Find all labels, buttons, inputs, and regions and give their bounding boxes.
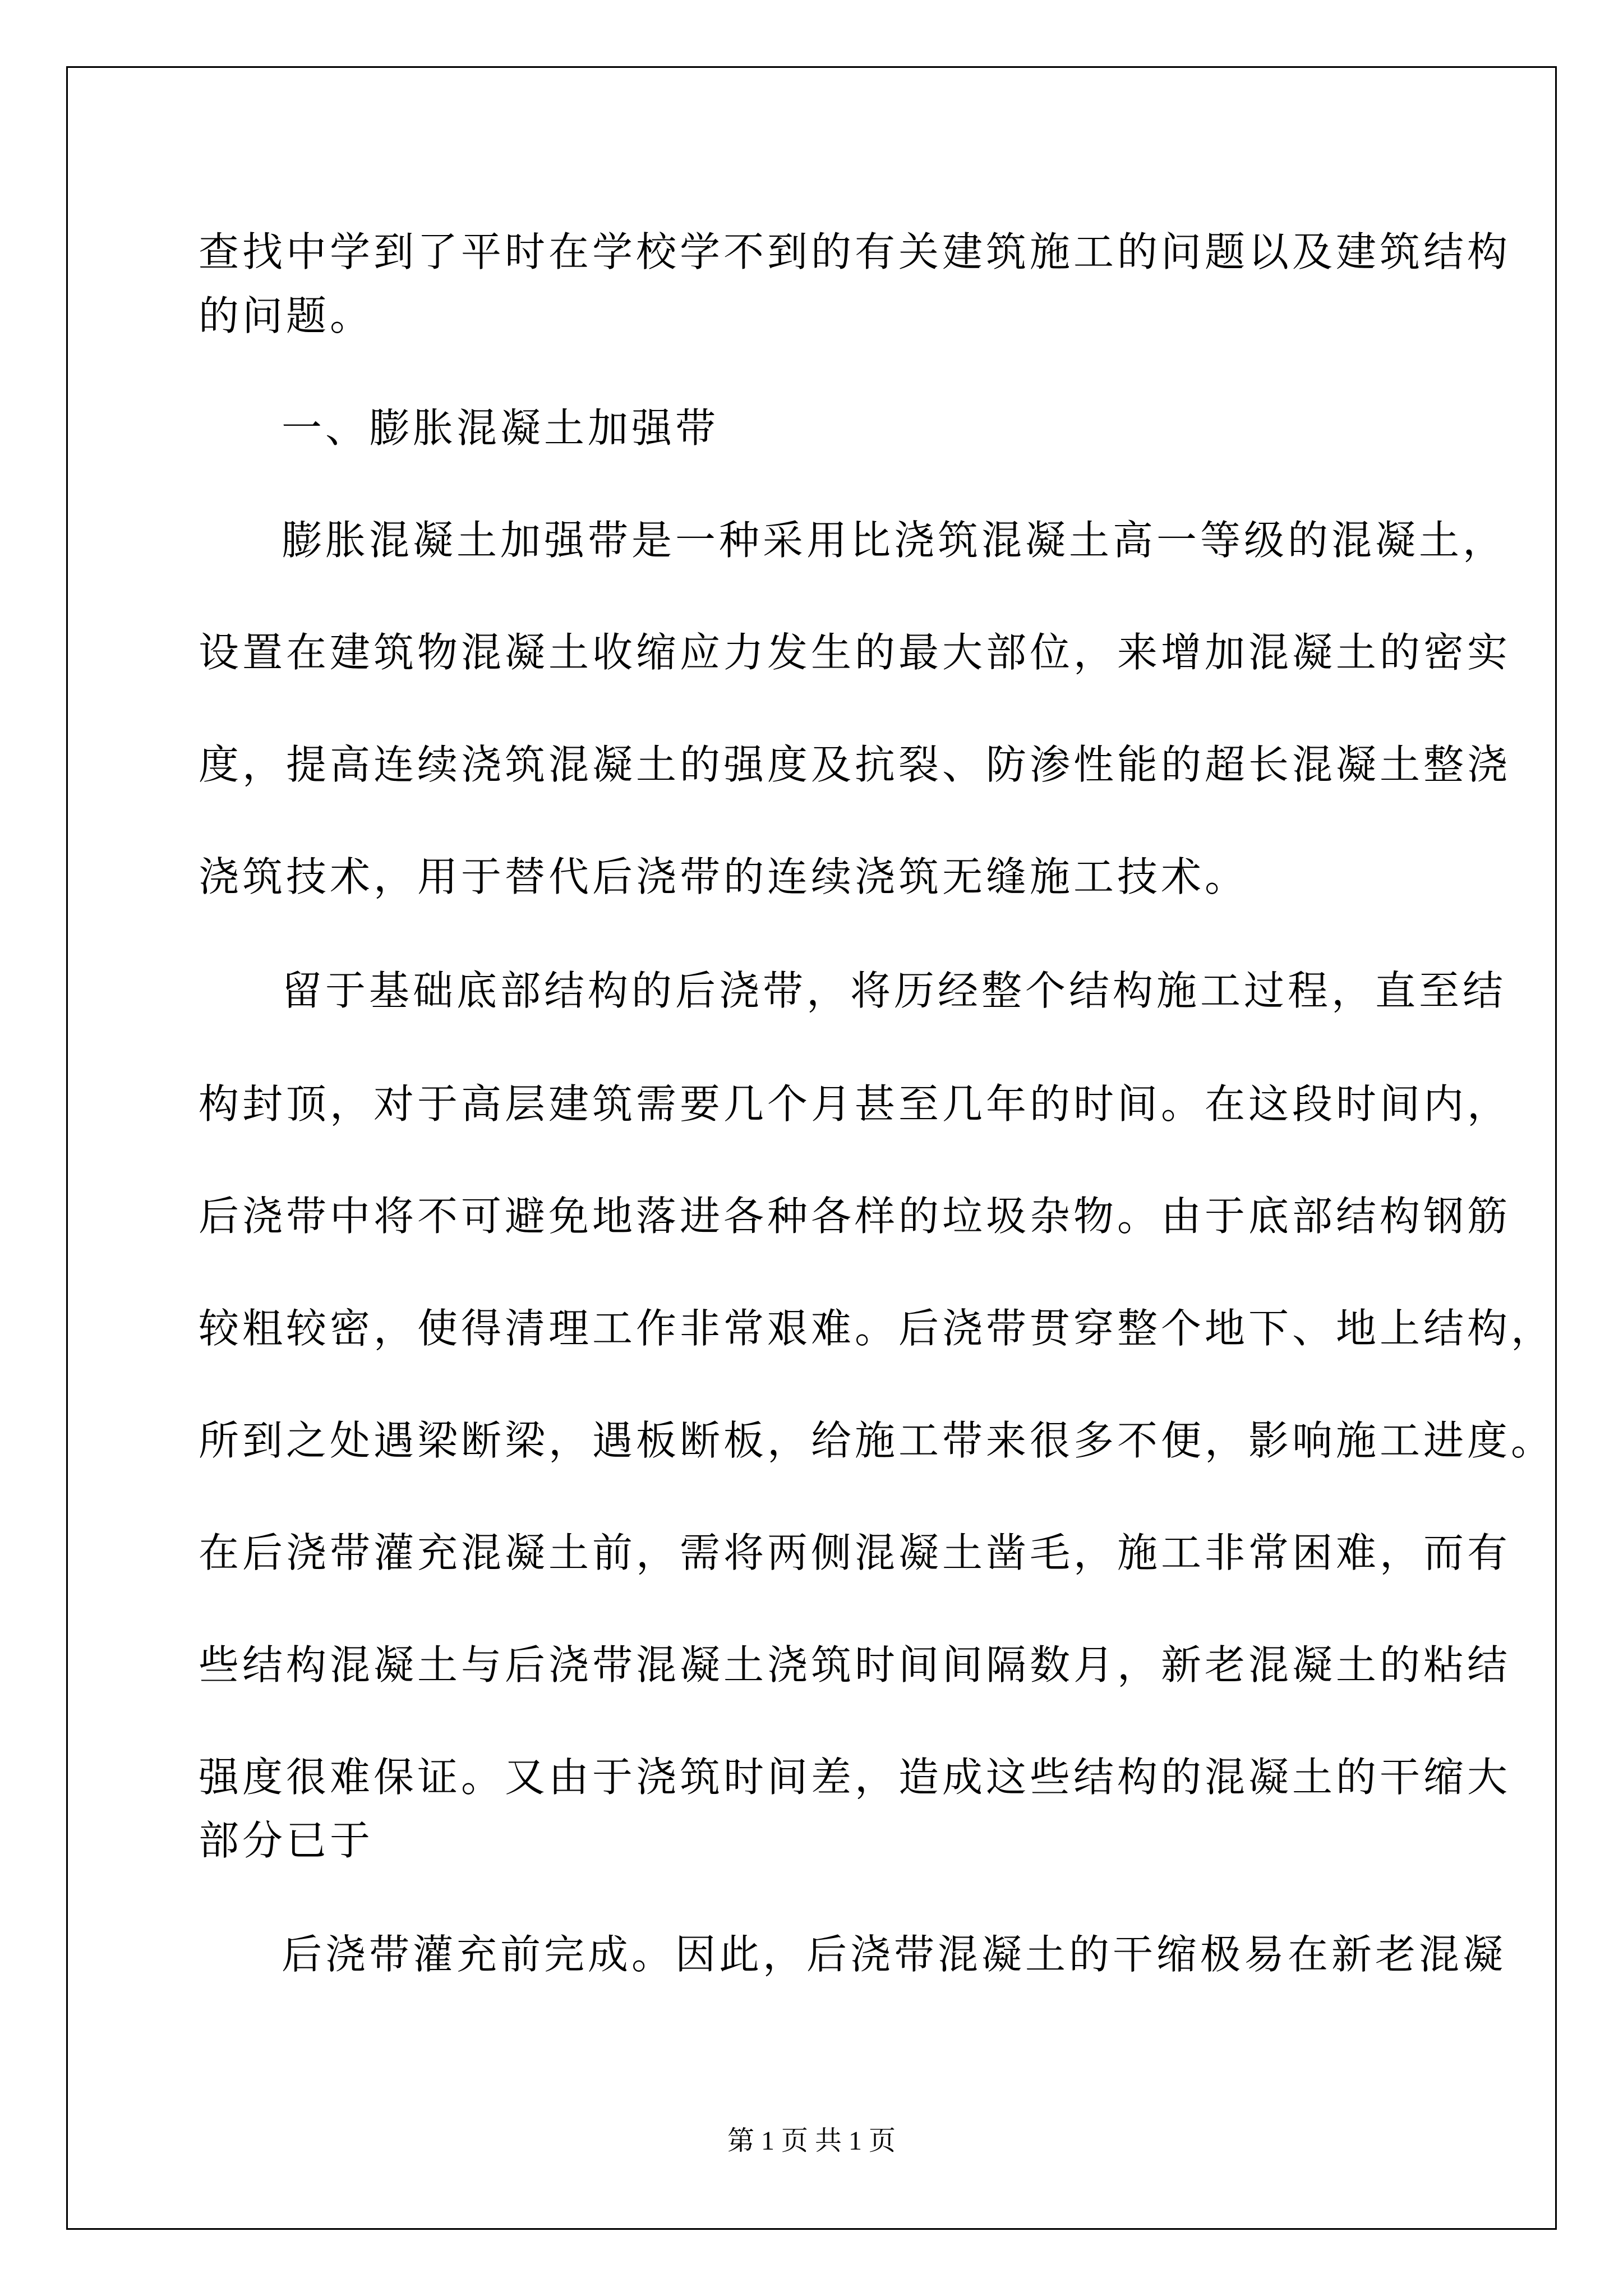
section-heading: 一、膨胀混凝土加强带: [282, 404, 720, 452]
text-line: 设置在建筑物混凝土收缩应力发生的最大部位，来增加混凝土的密实: [199, 629, 1511, 676]
text-line: 所到之处遇梁断梁，遇板断板，给施工带来很多不便，影响施工进度。: [199, 1417, 1555, 1464]
text-line: 在后浇带灌充混凝土前，需将两侧混凝土凿毛，施工非常困难，而有: [199, 1529, 1511, 1576]
text-line: 留于基础底部结构的后浇带，将历经整个结构施工过程，直至结: [282, 967, 1507, 1014]
text-line: 部分已于: [199, 1817, 374, 1864]
page-border: [66, 66, 1557, 2230]
text-line: 较粗较密，使得清理工作非常艰难。后浇带贯穿整个地下、地上结构，: [199, 1305, 1555, 1352]
text-line: 强度很难保证。又由于浇筑时间差，造成这些结构的混凝土的干缩大: [199, 1754, 1511, 1801]
text-line: 后浇带中将不可避免地落进各种各样的垃圾杂物。由于底部结构钢筋: [199, 1193, 1511, 1240]
text-line: 后浇带灌充前完成。因此，后浇带混凝土的干缩极易在新老混凝: [282, 1931, 1507, 1978]
text-line: 构封顶，对于高层建筑需要几个月甚至几年的时间。在这段时间内，: [199, 1080, 1511, 1128]
text-line: 度，提高连续浇筑混凝土的强度及抗裂、防渗性能的超长混凝土整浇: [199, 741, 1511, 788]
text-line: 膨胀混凝土加强带是一种采用比浇筑混凝土高一等级的混凝土，: [282, 517, 1507, 564]
text-line: 些结构混凝土与后浇带混凝土浇筑时间间隔数月，新老混凝土的粘结: [199, 1641, 1511, 1688]
text-line: 查找中学到了平时在学校学不到的有关建筑施工的问题以及建筑结构: [199, 228, 1511, 275]
page-footer: 第 1 页 共 1 页: [727, 2126, 896, 2156]
text-line: 的问题。: [199, 292, 374, 339]
text-line: 浇筑技术，用于替代后浇带的连续浇筑无缝施工技术。: [199, 853, 1249, 900]
